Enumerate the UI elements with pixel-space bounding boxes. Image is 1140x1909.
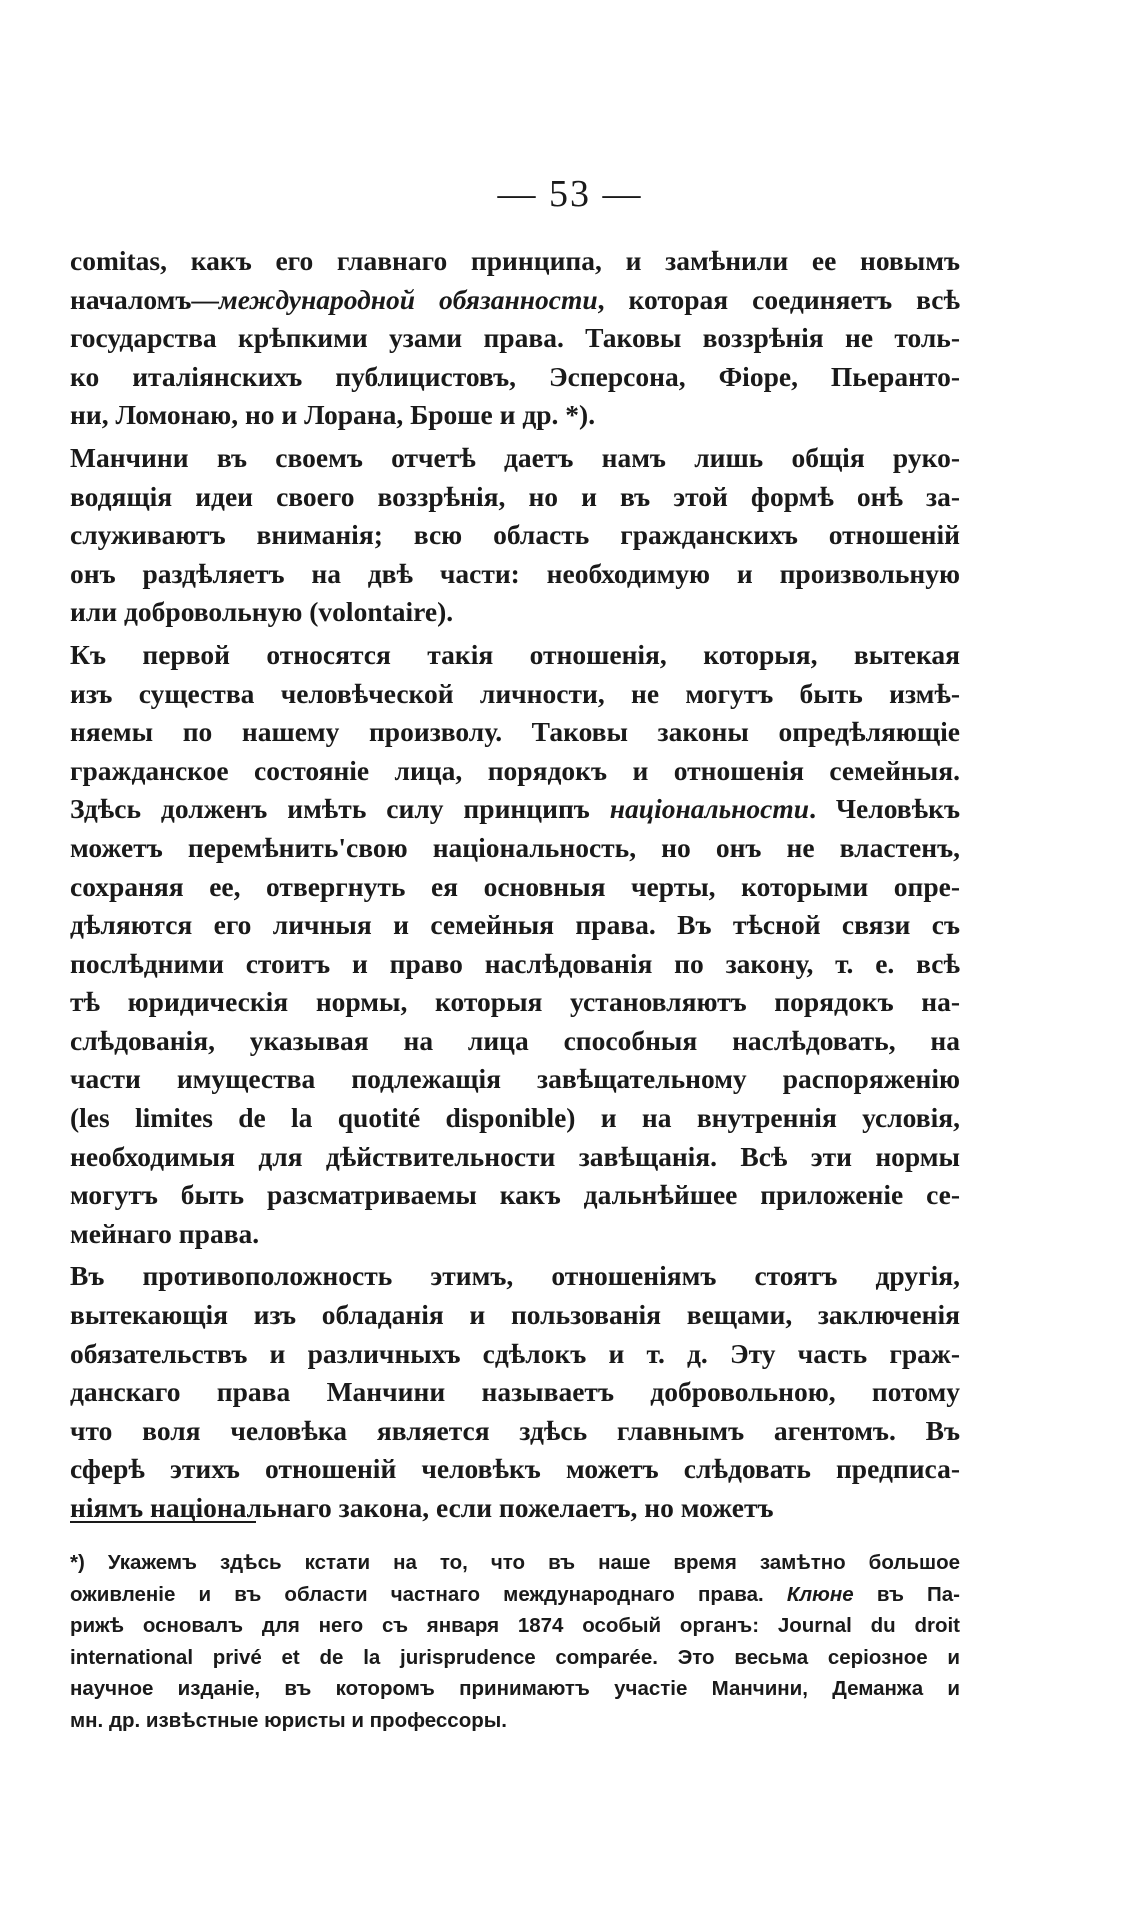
footnote [70,1547,960,1736]
text-line: сферѣ этихъ отношеній человѣкъ можетъ слѣдовать предписа- [70,1453,960,1485]
text-line: обязательствъ и различныхъ сдѣлокъ и т. д. Эту часть граж- [70,1337,960,1369]
text-segment: въ Па- [853,1582,960,1606]
text-line: мн. др. извѣстные юристы и профессоры. [70,1708,507,1732]
text-line: послѣдними стоитъ и право наслѣдованія по закону, т. е. всѣ [70,947,960,979]
text-line: (les limites de la quotité disponible) и на внутреннія условія, [70,1102,960,1134]
text-line: Манчини въ своемъ отчетѣ даетъ намъ лишь общія руко- [70,441,960,473]
paragraph-2 [70,439,960,632]
text-line: вытекающія изъ обладанія и пользованія вещами, заключенія [70,1299,960,1331]
text-line [70,281,960,320]
italic-term: національности [609,793,810,825]
text-line: comitas, какъ его главнаго принципа, и замѣнили ее новымъ [70,245,960,276]
text-segment: , которая соединяетъ всѣ [597,283,961,315]
page-number: — 53 — [497,173,643,215]
text-line: рижѣ основалъ для него съ января 1874 особый органъ: Journal du droit [70,1614,960,1637]
main-text [70,242,960,1532]
text-line: или добровольную (volontaire). [70,596,454,628]
text-line: необходимыя для дѣйствительности завѣщанія. Всѣ эти нормы [70,1140,960,1172]
text-line [70,790,960,829]
text-line: научное изданіе, въ которомъ принимаютъ участіе Манчини, Деманжа и [70,1677,960,1700]
text-line: водящія идеи своего воззрѣнія, но и въ этой формѣ онѣ за- [70,480,960,512]
text-line: онъ раздѣляетъ на двѣ части: необходимую и произвольную [70,557,960,589]
text-line: служиваютъ вниманія; всю область гражданскихъ отношеній [70,519,960,551]
text-segment: началомъ— [70,283,219,315]
text-line: гражданское состояніе лица, порядокъ и отношенія семейныя. [70,754,960,786]
paragraph-3 [70,636,960,1254]
text-line: ніямъ національнаго закона, если пожелаетъ, но можетъ [70,1492,774,1523]
text-line: государства крѣпкими узами права. Таковы воззрѣнія не толь- [70,322,960,354]
text-line: данскаго права Манчини называетъ добровольною, потому [70,1376,960,1408]
text-line [70,1579,960,1611]
footnote-divider [70,1521,256,1523]
text-line: няемы по нашему произволу. Таковы законы опредѣляющіе [70,716,960,748]
text-line: ко италіянскихъ публицистовъ, Эсперсона, Фіоре, Пьеранто- [70,360,960,392]
text-segment: оживленіе и въ области частнаго международнаго права. [70,1582,787,1606]
text-line: слѣдованія, указывая на лица способныя наслѣдовать, на [70,1024,960,1056]
text-line: изъ существа человѣческой личности, не могутъ быть измѣ- [70,677,960,709]
italic-term: международной обязанности [218,283,598,315]
paragraph-1 [70,242,960,435]
text-line: мейнаго права. [70,1217,260,1249]
text-line: Въ противоположность этимъ, отношеніямъ стоятъ другія, [70,1260,960,1292]
text-segment: . Человѣкъ [809,793,960,825]
italic-term: Клюне [786,1582,854,1606]
text-line: что воля человѣка является здѣсь главнымъ агентомъ. Въ [70,1414,960,1446]
text-line: части имущества подлежащія завѣщательному распоряженію [70,1063,960,1095]
text-line: могутъ быть разсматриваемы какъ дальнѣйшее приложеніе се- [70,1179,960,1211]
text-line: Къ первой относятся такія отношенія, которыя, вытекая [70,638,960,670]
text-line: дѣляются его личныя и семейныя права. Въ тѣсной связи съ [70,909,960,941]
text-line: можетъ перемѣнить'свою національность, но онъ не властенъ, [70,831,960,863]
text-line: international privé et de la jurisprudence comparée. Это весьма серіозное и [70,1645,960,1669]
text-line: сохраняя ее, отвергнуть ея основныя черты, которыми опре- [70,870,960,902]
text-segment: Здѣсь долженъ имѣть силу принципъ [70,793,610,825]
text-line: *) Укажемъ здѣсь кстати на то, что въ наше время замѣтно большое [70,1551,960,1574]
paragraph-4 [70,1257,960,1527]
text-line: тѣ юридическія нормы, которыя установляютъ порядокъ на- [70,986,960,1018]
text-line: ни, Ломонаю, но и Лорана, Броше и др. *). [70,399,596,431]
